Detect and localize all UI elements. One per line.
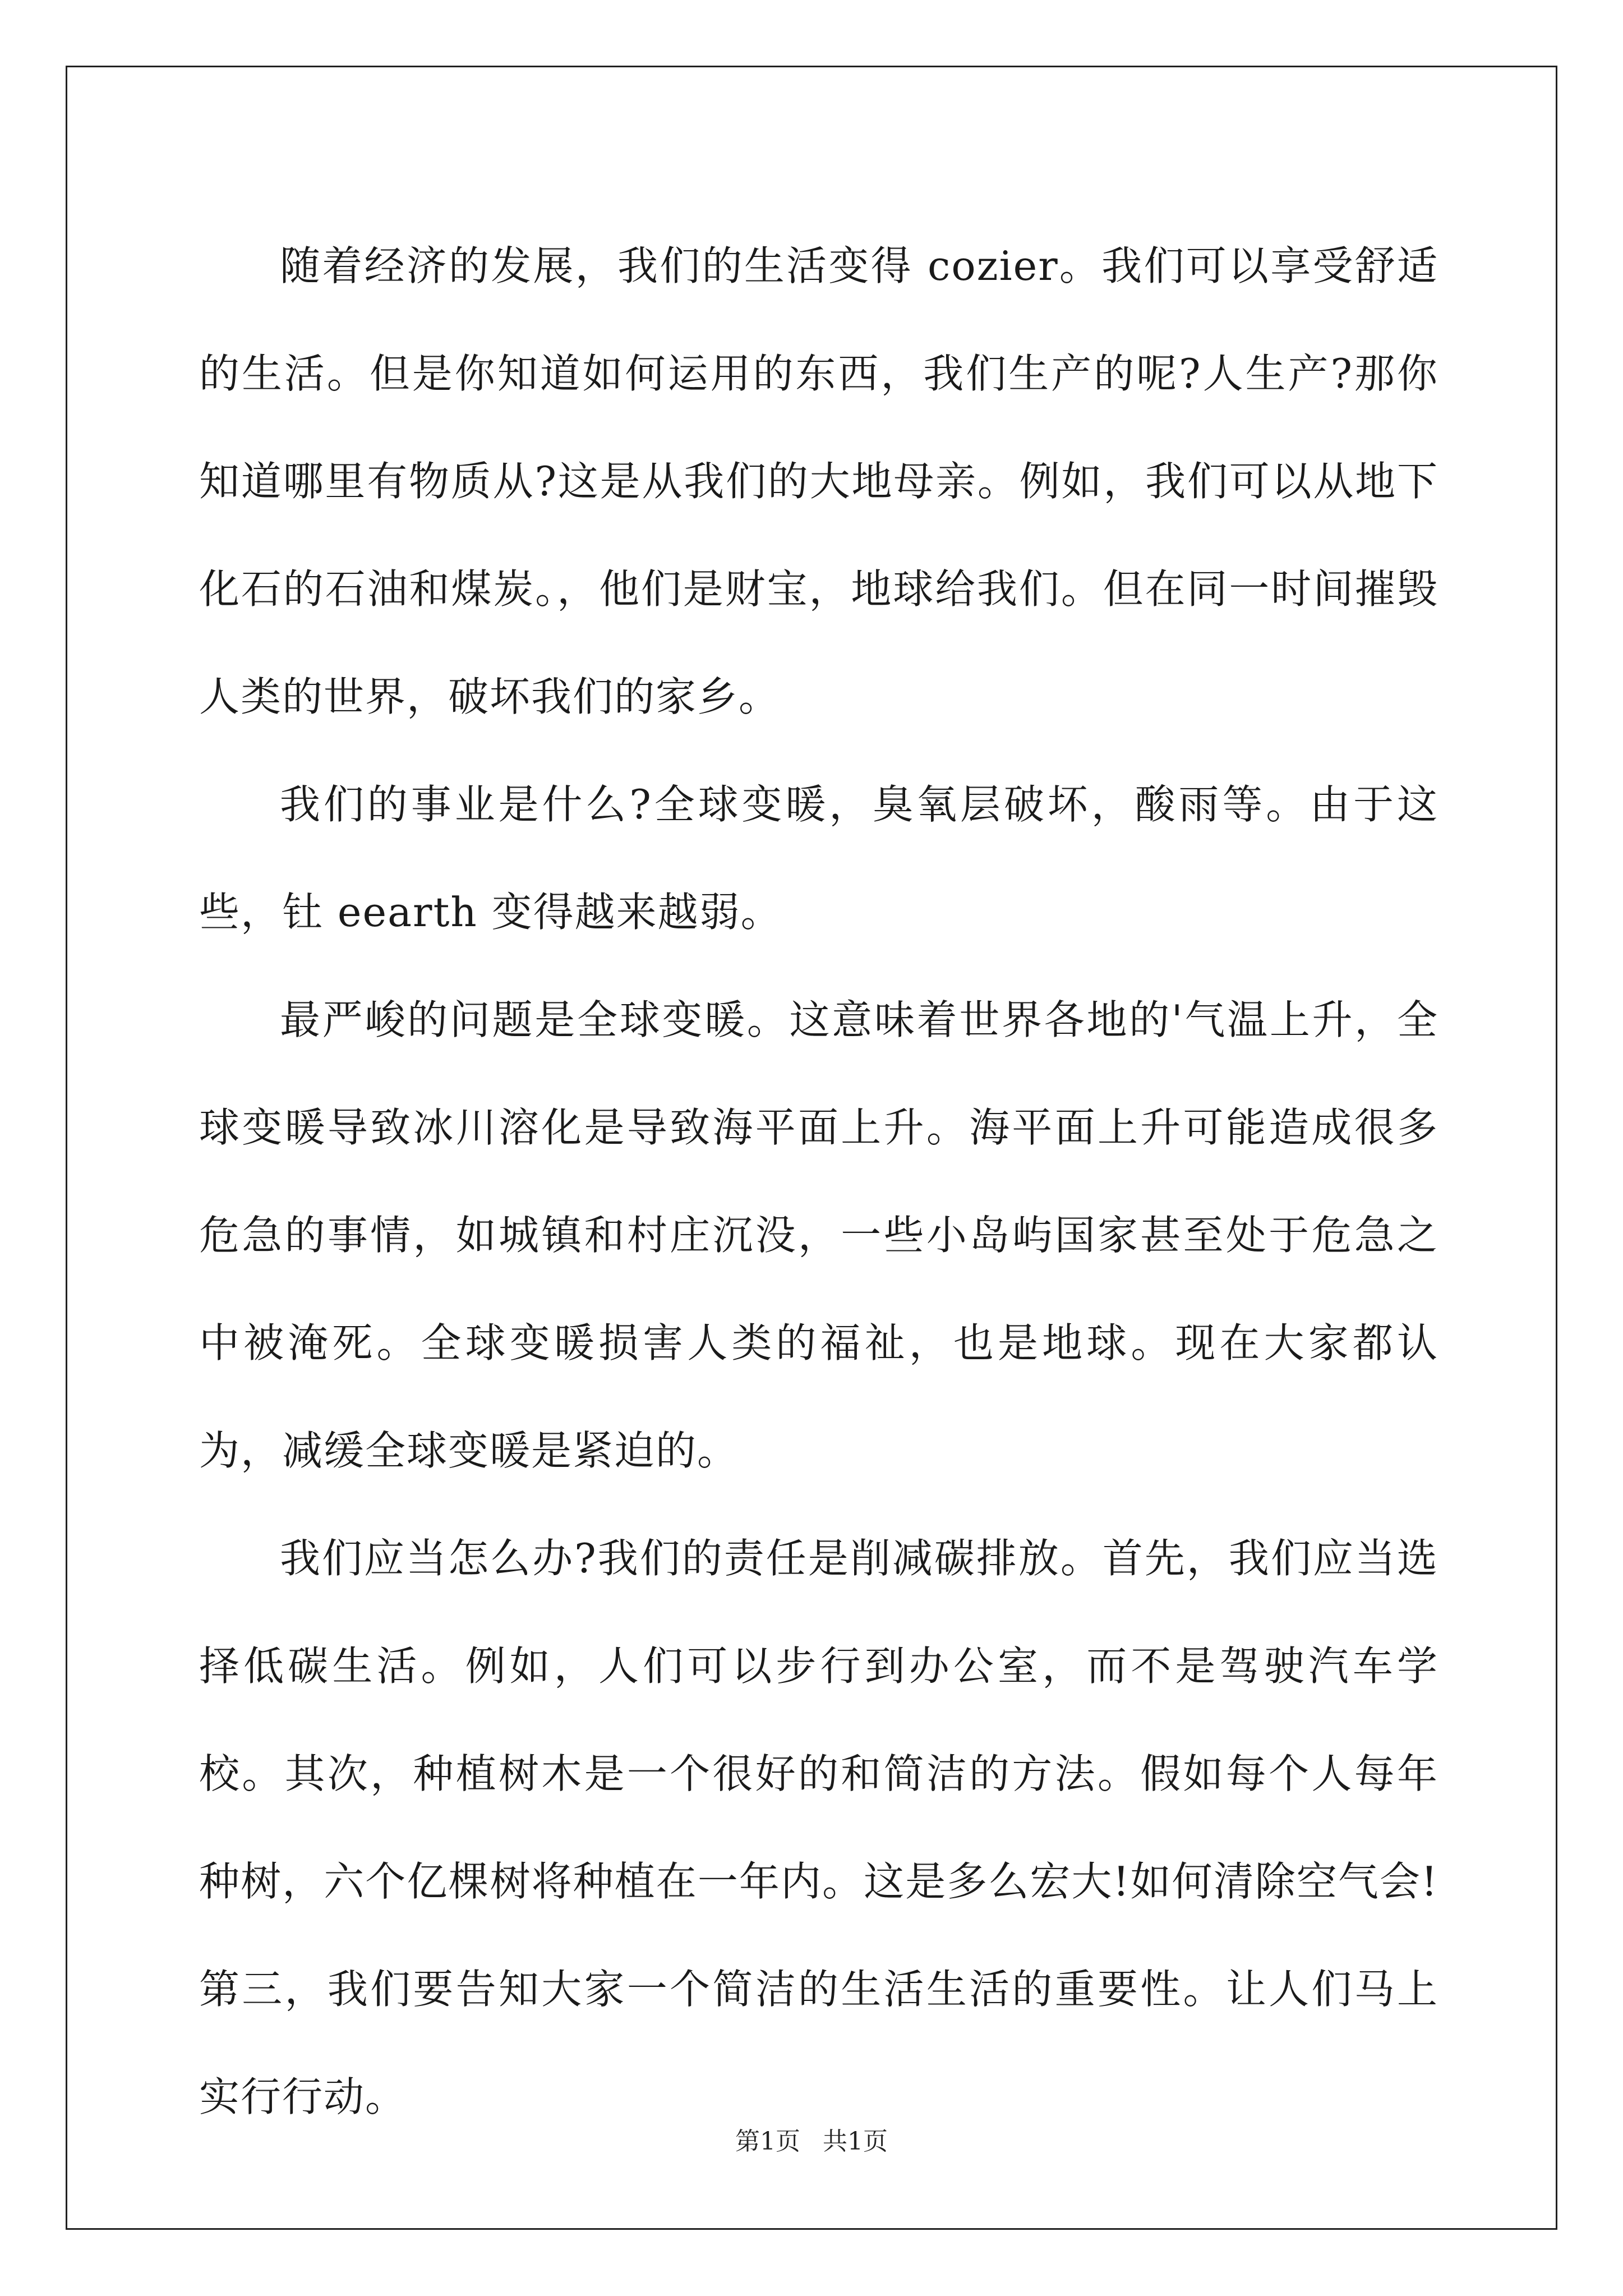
paragraph-1: 随着经济的发展，我们的生活变得 cozier。我们可以享受舒适的生活。但是你知道如何运用的东西，我们生产的呢?人生产?那你知道哪里有物质从?这是从我们的大地母亲。例如，我们可以从地下化石的石油和煤炭。，他们是财宝，地球给我们。但在同一时间摧毁人类的世界，破坏我们的家乡。 [199,242,1438,720]
page-number: 第1页 [735,2127,800,2156]
page-total: 共1页 [823,2127,888,2156]
paragraph-2: 我们的事业是什么?全球变暖，臭氧层破坏，酸雨等。由于这些，钍 eearth 变得越来越弱。 [199,781,1438,936]
paragraph-4: 我们应当怎么办?我们的责任是削减碳排放。首先，我们应当选择低碳生活。例如，人们可以步行到办公室，而不是驾驶汽车学校。其次，种植树木是一个很好的和简洁的方法。假如每个人每年种树，六个亿棵树将种植在一年内。这是多么宏大!如何清除空气会!第三，我们要告知大家一个简洁的生活生活的重要性。让人们马上实行行动。 [199,1535,1438,2120]
page-footer [0,2125,1623,2159]
document-body [199,212,1438,2151]
paragraph-3: 最严峻的问题是全球变暖。这意味着世界各地的'气温上升，全球变暖导致冰川溶化是导致海平面上升。海平面上升可能造成很多危急的事情，如城镇和村庄沉没，一些小岛屿国家甚至处于危急之中被淹死。全球变暖损害人类的福祉，也是地球。现在大家都认为，减缓全球变暖是紧迫的。 [199,996,1438,1474]
